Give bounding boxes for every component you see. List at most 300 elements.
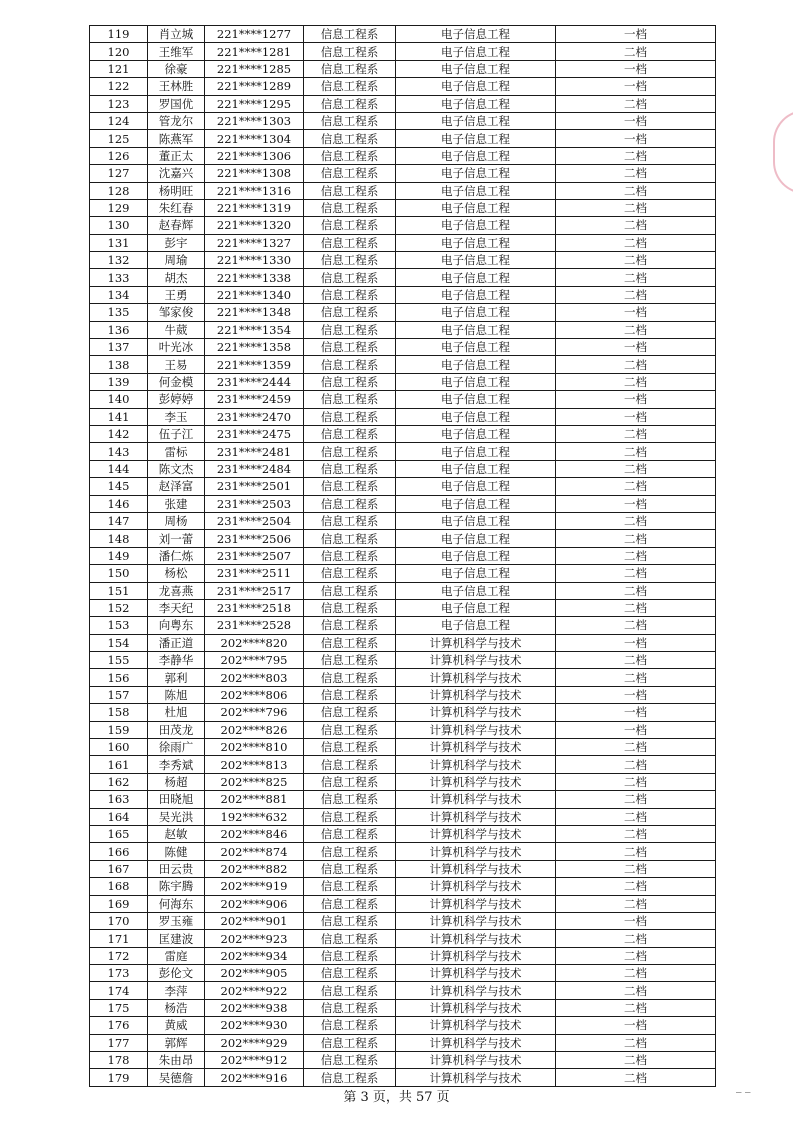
major-cell: 计算机科学与技术 — [396, 1017, 556, 1034]
department-cell: 信息工程系 — [304, 95, 396, 112]
row-number-cell: 134 — [90, 286, 148, 303]
level-cell: 二档 — [556, 599, 716, 616]
student-id-cell: 202****803 — [205, 669, 304, 686]
major-cell: 计算机科学与技术 — [396, 686, 556, 703]
student-name-cell: 李静华 — [148, 652, 205, 669]
major-cell: 计算机科学与技术 — [396, 878, 556, 895]
department-cell: 信息工程系 — [304, 252, 396, 269]
student-id-cell: 231****2484 — [205, 460, 304, 477]
student-name-cell: 管龙尔 — [148, 112, 205, 129]
level-cell: 二档 — [556, 565, 716, 582]
table-row — [90, 425, 716, 442]
student-name-cell: 刘一蕾 — [148, 530, 205, 547]
level-cell: 一档 — [556, 634, 716, 651]
department-cell: 信息工程系 — [304, 860, 396, 877]
student-name-cell: 朱由昂 — [148, 1052, 205, 1069]
level-cell: 二档 — [556, 1034, 716, 1051]
major-cell: 计算机科学与技术 — [396, 1034, 556, 1051]
department-cell: 信息工程系 — [304, 843, 396, 860]
row-number-cell: 125 — [90, 130, 148, 147]
row-number-cell: 122 — [90, 78, 148, 95]
student-name-cell: 李玉 — [148, 408, 205, 425]
student-name-cell: 胡杰 — [148, 269, 205, 286]
level-cell: 二档 — [556, 582, 716, 599]
student-name-cell: 叶光冰 — [148, 339, 205, 356]
major-cell: 电子信息工程 — [396, 130, 556, 147]
table-row — [90, 391, 716, 408]
department-cell: 信息工程系 — [304, 530, 396, 547]
level-cell: 二档 — [556, 808, 716, 825]
department-cell: 信息工程系 — [304, 512, 396, 529]
table-row — [90, 408, 716, 425]
major-cell: 电子信息工程 — [396, 165, 556, 182]
department-cell: 信息工程系 — [304, 234, 396, 251]
student-id-cell: 202****795 — [205, 652, 304, 669]
student-name-cell: 潘仁炼 — [148, 547, 205, 564]
student-id-cell: 202****846 — [205, 825, 304, 842]
student-id-cell: 221****1348 — [205, 304, 304, 321]
row-number-cell: 145 — [90, 478, 148, 495]
department-cell: 信息工程系 — [304, 565, 396, 582]
department-cell: 信息工程系 — [304, 1017, 396, 1034]
department-cell: 信息工程系 — [304, 78, 396, 95]
student-id-cell: 221****1303 — [205, 112, 304, 129]
table-row — [90, 1017, 716, 1034]
row-number-cell: 159 — [90, 721, 148, 738]
level-cell: 二档 — [556, 95, 716, 112]
student-name-cell: 向粤东 — [148, 617, 205, 634]
major-cell: 电子信息工程 — [396, 95, 556, 112]
level-cell: 二档 — [556, 843, 716, 860]
table-row — [90, 112, 716, 129]
student-name-cell: 彭伦文 — [148, 965, 205, 982]
major-cell: 计算机科学与技术 — [396, 704, 556, 721]
table-row — [90, 356, 716, 373]
table-row — [90, 495, 716, 512]
level-cell: 二档 — [556, 860, 716, 877]
student-id-cell: 202****901 — [205, 912, 304, 929]
department-cell: 信息工程系 — [304, 478, 396, 495]
major-cell: 电子信息工程 — [396, 147, 556, 164]
department-cell: 信息工程系 — [304, 652, 396, 669]
level-cell: 二档 — [556, 825, 716, 842]
level-cell: 二档 — [556, 617, 716, 634]
student-id-cell: 221****1285 — [205, 60, 304, 77]
student-name-cell: 田云贵 — [148, 860, 205, 877]
student-name-cell: 王维军 — [148, 43, 205, 60]
department-cell: 信息工程系 — [304, 26, 396, 43]
student-id-cell: 202****810 — [205, 739, 304, 756]
student-name-cell: 雷标 — [148, 443, 205, 460]
student-id-cell: 202****919 — [205, 878, 304, 895]
major-cell: 电子信息工程 — [396, 217, 556, 234]
major-cell: 电子信息工程 — [396, 460, 556, 477]
major-cell: 电子信息工程 — [396, 391, 556, 408]
student-name-cell: 董正太 — [148, 147, 205, 164]
major-cell: 电子信息工程 — [396, 269, 556, 286]
student-name-cell: 李萍 — [148, 982, 205, 999]
student-name-cell: 何海东 — [148, 895, 205, 912]
table-row — [90, 895, 716, 912]
table-row — [90, 825, 716, 842]
level-cell: 一档 — [556, 112, 716, 129]
major-cell: 电子信息工程 — [396, 199, 556, 216]
department-cell: 信息工程系 — [304, 704, 396, 721]
row-number-cell: 175 — [90, 999, 148, 1016]
row-number-cell: 147 — [90, 512, 148, 529]
table-row — [90, 165, 716, 182]
major-cell: 电子信息工程 — [396, 182, 556, 199]
row-number-cell: 137 — [90, 339, 148, 356]
table-row — [90, 95, 716, 112]
major-cell: 计算机科学与技术 — [396, 860, 556, 877]
department-cell: 信息工程系 — [304, 112, 396, 129]
student-name-cell: 杨明旺 — [148, 182, 205, 199]
table-row — [90, 460, 716, 477]
department-cell: 信息工程系 — [304, 165, 396, 182]
student-name-cell: 彭婷婷 — [148, 391, 205, 408]
student-name-cell: 龙喜燕 — [148, 582, 205, 599]
table-row — [90, 373, 716, 390]
level-cell: 二档 — [556, 739, 716, 756]
level-cell: 二档 — [556, 1052, 716, 1069]
department-cell: 信息工程系 — [304, 965, 396, 982]
department-cell: 信息工程系 — [304, 773, 396, 790]
student-id-cell: 221****1359 — [205, 356, 304, 373]
row-number-cell: 158 — [90, 704, 148, 721]
table-row — [90, 999, 716, 1016]
student-id-cell: 221****1277 — [205, 26, 304, 43]
student-table — [89, 25, 716, 1087]
row-number-cell: 143 — [90, 443, 148, 460]
student-name-cell: 郭辉 — [148, 1034, 205, 1051]
department-cell: 信息工程系 — [304, 791, 396, 808]
row-number-cell: 153 — [90, 617, 148, 634]
major-cell: 计算机科学与技术 — [396, 1052, 556, 1069]
row-number-cell: 154 — [90, 634, 148, 651]
table-row — [90, 686, 716, 703]
major-cell: 电子信息工程 — [396, 339, 556, 356]
student-id-cell: 202****905 — [205, 965, 304, 982]
row-number-cell: 152 — [90, 599, 148, 616]
department-cell: 信息工程系 — [304, 495, 396, 512]
department-cell: 信息工程系 — [304, 443, 396, 460]
level-cell: 一档 — [556, 304, 716, 321]
student-id-cell: 221****1340 — [205, 286, 304, 303]
student-name-cell: 匡建波 — [148, 930, 205, 947]
level-cell: 二档 — [556, 217, 716, 234]
major-cell: 电子信息工程 — [396, 26, 556, 43]
student-id-cell: 231****2511 — [205, 565, 304, 582]
table-row — [90, 286, 716, 303]
major-cell: 电子信息工程 — [396, 78, 556, 95]
level-cell: 二档 — [556, 147, 716, 164]
table-row — [90, 791, 716, 808]
row-number-cell: 139 — [90, 373, 148, 390]
student-name-cell: 罗玉雍 — [148, 912, 205, 929]
level-cell: 二档 — [556, 234, 716, 251]
table-row — [90, 739, 716, 756]
student-id-cell: 221****1281 — [205, 43, 304, 60]
level-cell: 一档 — [556, 912, 716, 929]
row-number-cell: 165 — [90, 825, 148, 842]
seal-stamp-fragment — [773, 110, 793, 194]
major-cell: 计算机科学与技术 — [396, 930, 556, 947]
level-cell: 二档 — [556, 669, 716, 686]
student-name-cell: 肖立城 — [148, 26, 205, 43]
row-number-cell: 171 — [90, 930, 148, 947]
row-number-cell: 132 — [90, 252, 148, 269]
student-id-cell: 202****934 — [205, 947, 304, 964]
table-row — [90, 634, 716, 651]
student-name-cell: 吴光洪 — [148, 808, 205, 825]
table-row — [90, 947, 716, 964]
student-name-cell: 吴德詹 — [148, 1069, 205, 1086]
table-row — [90, 860, 716, 877]
table-row — [90, 547, 716, 564]
major-cell: 计算机科学与技术 — [396, 843, 556, 860]
major-cell: 计算机科学与技术 — [396, 791, 556, 808]
row-number-cell: 174 — [90, 982, 148, 999]
level-cell: 一档 — [556, 408, 716, 425]
major-cell: 电子信息工程 — [396, 547, 556, 564]
student-name-cell: 周瑜 — [148, 252, 205, 269]
department-cell: 信息工程系 — [304, 147, 396, 164]
major-cell: 电子信息工程 — [396, 530, 556, 547]
row-number-cell: 178 — [90, 1052, 148, 1069]
major-cell: 电子信息工程 — [396, 60, 556, 77]
student-id-cell: 231****2503 — [205, 495, 304, 512]
student-id-cell: 231****2470 — [205, 408, 304, 425]
row-number-cell: 129 — [90, 199, 148, 216]
student-id-cell: 221****1304 — [205, 130, 304, 147]
major-cell: 电子信息工程 — [396, 304, 556, 321]
table-row — [90, 234, 716, 251]
level-cell: 二档 — [556, 43, 716, 60]
table-row — [90, 808, 716, 825]
level-cell: 一档 — [556, 495, 716, 512]
table-row — [90, 982, 716, 999]
department-cell: 信息工程系 — [304, 217, 396, 234]
level-cell: 二档 — [556, 982, 716, 999]
table-row — [90, 252, 716, 269]
row-number-cell: 151 — [90, 582, 148, 599]
row-number-cell: 167 — [90, 860, 148, 877]
department-cell: 信息工程系 — [304, 182, 396, 199]
student-id-cell: 221****1338 — [205, 269, 304, 286]
row-number-cell: 172 — [90, 947, 148, 964]
major-cell: 计算机科学与技术 — [396, 1069, 556, 1086]
student-id-cell: 231****2507 — [205, 547, 304, 564]
student-name-cell: 邹家俊 — [148, 304, 205, 321]
table-row — [90, 130, 716, 147]
row-number-cell: 127 — [90, 165, 148, 182]
student-name-cell: 杜旭 — [148, 704, 205, 721]
student-id-cell: 202****938 — [205, 999, 304, 1016]
level-cell: 二档 — [556, 443, 716, 460]
department-cell: 信息工程系 — [304, 895, 396, 912]
student-id-cell: 202****825 — [205, 773, 304, 790]
major-cell: 电子信息工程 — [396, 356, 556, 373]
table-row — [90, 1034, 716, 1051]
table-row — [90, 217, 716, 234]
major-cell: 电子信息工程 — [396, 425, 556, 442]
student-id-cell: 221****1358 — [205, 339, 304, 356]
row-number-cell: 155 — [90, 652, 148, 669]
level-cell: 二档 — [556, 182, 716, 199]
level-cell: 二档 — [556, 165, 716, 182]
department-cell: 信息工程系 — [304, 739, 396, 756]
student-id-cell: 221****1306 — [205, 147, 304, 164]
student-id-cell: 202****820 — [205, 634, 304, 651]
level-cell: 二档 — [556, 269, 716, 286]
row-number-cell: 176 — [90, 1017, 148, 1034]
row-number-cell: 168 — [90, 878, 148, 895]
student-id-cell: 202****881 — [205, 791, 304, 808]
major-cell: 电子信息工程 — [396, 565, 556, 582]
student-id-cell: 221****1320 — [205, 217, 304, 234]
level-cell: 二档 — [556, 321, 716, 338]
row-number-cell: 121 — [90, 60, 148, 77]
student-name-cell: 杨超 — [148, 773, 205, 790]
student-name-cell: 何金模 — [148, 373, 205, 390]
student-id-cell: 202****916 — [205, 1069, 304, 1086]
student-id-cell: 231****2504 — [205, 512, 304, 529]
student-name-cell: 王勇 — [148, 286, 205, 303]
row-number-cell: 140 — [90, 391, 148, 408]
row-number-cell: 136 — [90, 321, 148, 338]
row-number-cell: 170 — [90, 912, 148, 929]
level-cell: 二档 — [556, 947, 716, 964]
table-row — [90, 878, 716, 895]
department-cell: 信息工程系 — [304, 1069, 396, 1086]
student-name-cell: 赵敏 — [148, 825, 205, 842]
student-name-cell: 徐雨广 — [148, 739, 205, 756]
level-cell: 一档 — [556, 60, 716, 77]
level-cell: 二档 — [556, 965, 716, 982]
major-cell: 计算机科学与技术 — [396, 669, 556, 686]
student-name-cell: 朱红春 — [148, 199, 205, 216]
student-id-cell: 202****813 — [205, 756, 304, 773]
table-row — [90, 599, 716, 616]
row-number-cell: 149 — [90, 547, 148, 564]
level-cell: 二档 — [556, 1069, 716, 1086]
table-row — [90, 182, 716, 199]
row-number-cell: 164 — [90, 808, 148, 825]
department-cell: 信息工程系 — [304, 599, 396, 616]
row-number-cell: 173 — [90, 965, 148, 982]
student-name-cell: 黄威 — [148, 1017, 205, 1034]
table-row — [90, 773, 716, 790]
department-cell: 信息工程系 — [304, 408, 396, 425]
major-cell: 计算机科学与技术 — [396, 912, 556, 929]
department-cell: 信息工程系 — [304, 878, 396, 895]
student-id-cell: 192****632 — [205, 808, 304, 825]
row-number-cell: 160 — [90, 739, 148, 756]
student-name-cell: 陈旭 — [148, 686, 205, 703]
student-id-cell: 202****826 — [205, 721, 304, 738]
student-id-cell: 221****1316 — [205, 182, 304, 199]
row-number-cell: 162 — [90, 773, 148, 790]
table-row — [90, 930, 716, 947]
level-cell: 一档 — [556, 26, 716, 43]
student-name-cell: 田晓旭 — [148, 791, 205, 808]
student-name-cell: 周杨 — [148, 512, 205, 529]
row-number-cell: 119 — [90, 26, 148, 43]
student-id-cell: 221****1327 — [205, 234, 304, 251]
student-id-cell: 202****874 — [205, 843, 304, 860]
department-cell: 信息工程系 — [304, 808, 396, 825]
table-row — [90, 269, 716, 286]
page-footer — [0, 1086, 793, 1105]
student-name-cell: 李天纪 — [148, 599, 205, 616]
row-number-cell: 126 — [90, 147, 148, 164]
row-number-cell: 123 — [90, 95, 148, 112]
department-cell: 信息工程系 — [304, 947, 396, 964]
table-row — [90, 756, 716, 773]
row-number-cell: 133 — [90, 269, 148, 286]
edge-dash-mark: _ _ — [736, 1080, 751, 1093]
major-cell: 计算机科学与技术 — [396, 999, 556, 1016]
student-name-cell: 郭利 — [148, 669, 205, 686]
row-number-cell: 141 — [90, 408, 148, 425]
row-number-cell: 144 — [90, 460, 148, 477]
student-id-cell: 231****2517 — [205, 582, 304, 599]
student-name-cell: 伍子江 — [148, 425, 205, 442]
level-cell: 二档 — [556, 756, 716, 773]
department-cell: 信息工程系 — [304, 634, 396, 651]
department-cell: 信息工程系 — [304, 460, 396, 477]
major-cell: 电子信息工程 — [396, 495, 556, 512]
major-cell: 电子信息工程 — [396, 512, 556, 529]
page-number-text: 第 3 页，共 57 页 — [343, 1090, 450, 1105]
level-cell: 一档 — [556, 1017, 716, 1034]
major-cell: 计算机科学与技术 — [396, 739, 556, 756]
department-cell: 信息工程系 — [304, 304, 396, 321]
student-id-cell: 221****1289 — [205, 78, 304, 95]
student-name-cell: 陈文杰 — [148, 460, 205, 477]
department-cell: 信息工程系 — [304, 321, 396, 338]
student-name-cell: 彭宇 — [148, 234, 205, 251]
department-cell: 信息工程系 — [304, 982, 396, 999]
department-cell: 信息工程系 — [304, 286, 396, 303]
student-id-cell: 231****2528 — [205, 617, 304, 634]
table-row — [90, 669, 716, 686]
major-cell: 计算机科学与技术 — [396, 965, 556, 982]
student-id-cell: 202****806 — [205, 686, 304, 703]
table-row — [90, 965, 716, 982]
row-number-cell: 148 — [90, 530, 148, 547]
student-name-cell: 杨浩 — [148, 999, 205, 1016]
row-number-cell: 161 — [90, 756, 148, 773]
level-cell: 二档 — [556, 547, 716, 564]
table-row — [90, 652, 716, 669]
table-row — [90, 582, 716, 599]
student-id-cell: 221****1330 — [205, 252, 304, 269]
student-name-cell: 赵泽富 — [148, 478, 205, 495]
table-row — [90, 530, 716, 547]
department-cell: 信息工程系 — [304, 547, 396, 564]
level-cell: 二档 — [556, 356, 716, 373]
table-row — [90, 843, 716, 860]
row-number-cell: 135 — [90, 304, 148, 321]
level-cell: 一档 — [556, 78, 716, 95]
major-cell: 电子信息工程 — [396, 321, 556, 338]
department-cell: 信息工程系 — [304, 686, 396, 703]
major-cell: 计算机科学与技术 — [396, 825, 556, 842]
student-name-cell: 牛葳 — [148, 321, 205, 338]
student-id-cell: 221****1295 — [205, 95, 304, 112]
